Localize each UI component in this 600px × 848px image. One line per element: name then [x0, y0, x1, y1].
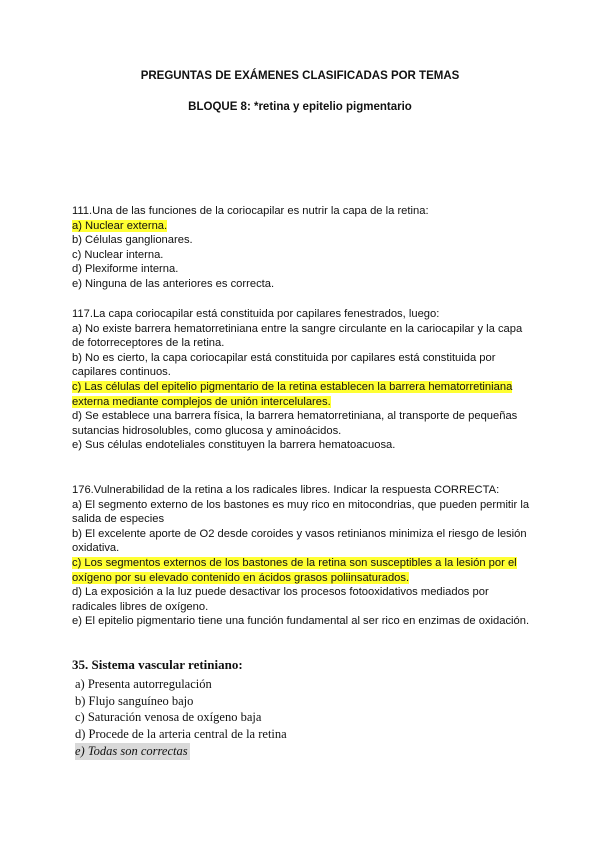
answer-option: b) El excelente aporte de O2 desde coroides y vasos retinianos minimiza el riesgo de lesión oxidativa. — [72, 527, 527, 555]
question-117 — [72, 307, 532, 453]
answer-option: c) Nuclear interna. — [72, 248, 164, 261]
answer-option: b) Células ganglionares. — [72, 234, 193, 247]
document-title: PREGUNTAS DE EXÁMENES CLASIFICADAS POR TEMAS — [140, 70, 460, 82]
question-heading: 35. Sistema vascular retiniano: — [72, 657, 243, 672]
answer-option: a) No existe barrera hematorretiniana entre la sangre circulante en la cariocapilar y la capa de fotorreceptores de la retina. — [72, 322, 523, 350]
question-stem: 111.Una de las funciones de la coriocapilar es nutrir la capa de la retina: — [72, 205, 429, 217]
correct-answer-highlight: a) Nuclear externa. — [72, 219, 168, 232]
answer-option: e) El epitelio pigmentario tiene una función fundamental al ser rico en enzimas de oxidación. — [72, 615, 530, 628]
correct-answer-highlight: c) Las células del epitelio pigmentario de la retina establecen la barrera hematorretiniana externa mediante complejos de unión intercelulares. — [72, 380, 513, 408]
question-111 — [72, 204, 532, 292]
question-176 — [72, 483, 532, 629]
correct-answer-highlight: e) Todas son correctas — [75, 743, 188, 758]
answer-option: d) Se establece una barrera física, la barrera hematorretiniana, al transporte de pequeñas sutancias hidrosolubles, como glucosa y aminoácidos. — [72, 410, 518, 437]
answer-option: e) Ninguna de las anteriores es correcta. — [72, 277, 275, 290]
answer-option: d) Plexiforme interna. — [72, 263, 179, 276]
answer-option: a) Presenta autorregulación — [75, 676, 212, 691]
answer-option: b) No es cierto, la capa coriocapilar está constituida por capilares está constituida por capilares continuos. — [72, 351, 496, 379]
question-stem: 117.La capa coriocapilar está constituida por capilares fenestrados, luego: — [72, 308, 440, 320]
answer-option: d) La exposición a la luz puede desactivar los procesos fotooxidativos mediados por radicales libres de oxígeno. — [72, 586, 489, 613]
question-stem: 176.Vulnerabilidad de la retina a los radicales libres. Indicar la respuesta CORRECTA: — [72, 484, 500, 496]
block-subtitle: BLOQUE 8: *retina y epitelio pigmentario — [188, 101, 412, 113]
question-35 — [72, 657, 532, 760]
answer-option: e) Sus células endoteliales constituyen la barrera hematoacuosa. — [72, 439, 396, 452]
correct-answer-highlight: c) Los segmentos externos de los bastones de la retina son susceptibles a la lesión por el oxígeno por su elevado contenido en ácidos grasos poliinsaturados. — [72, 556, 517, 584]
answer-option: c) Saturación venosa de oxígeno baja — [75, 710, 262, 725]
answer-option: d) Procede de la arteria central de la retina — [75, 727, 287, 742]
answer-option: a) El segmento externo de los bastones es muy rico en mitocondrias, que pueden permitir la salida de especies — [72, 498, 530, 526]
answer-option: b) Flujo sanguíneo bajo — [75, 693, 194, 708]
